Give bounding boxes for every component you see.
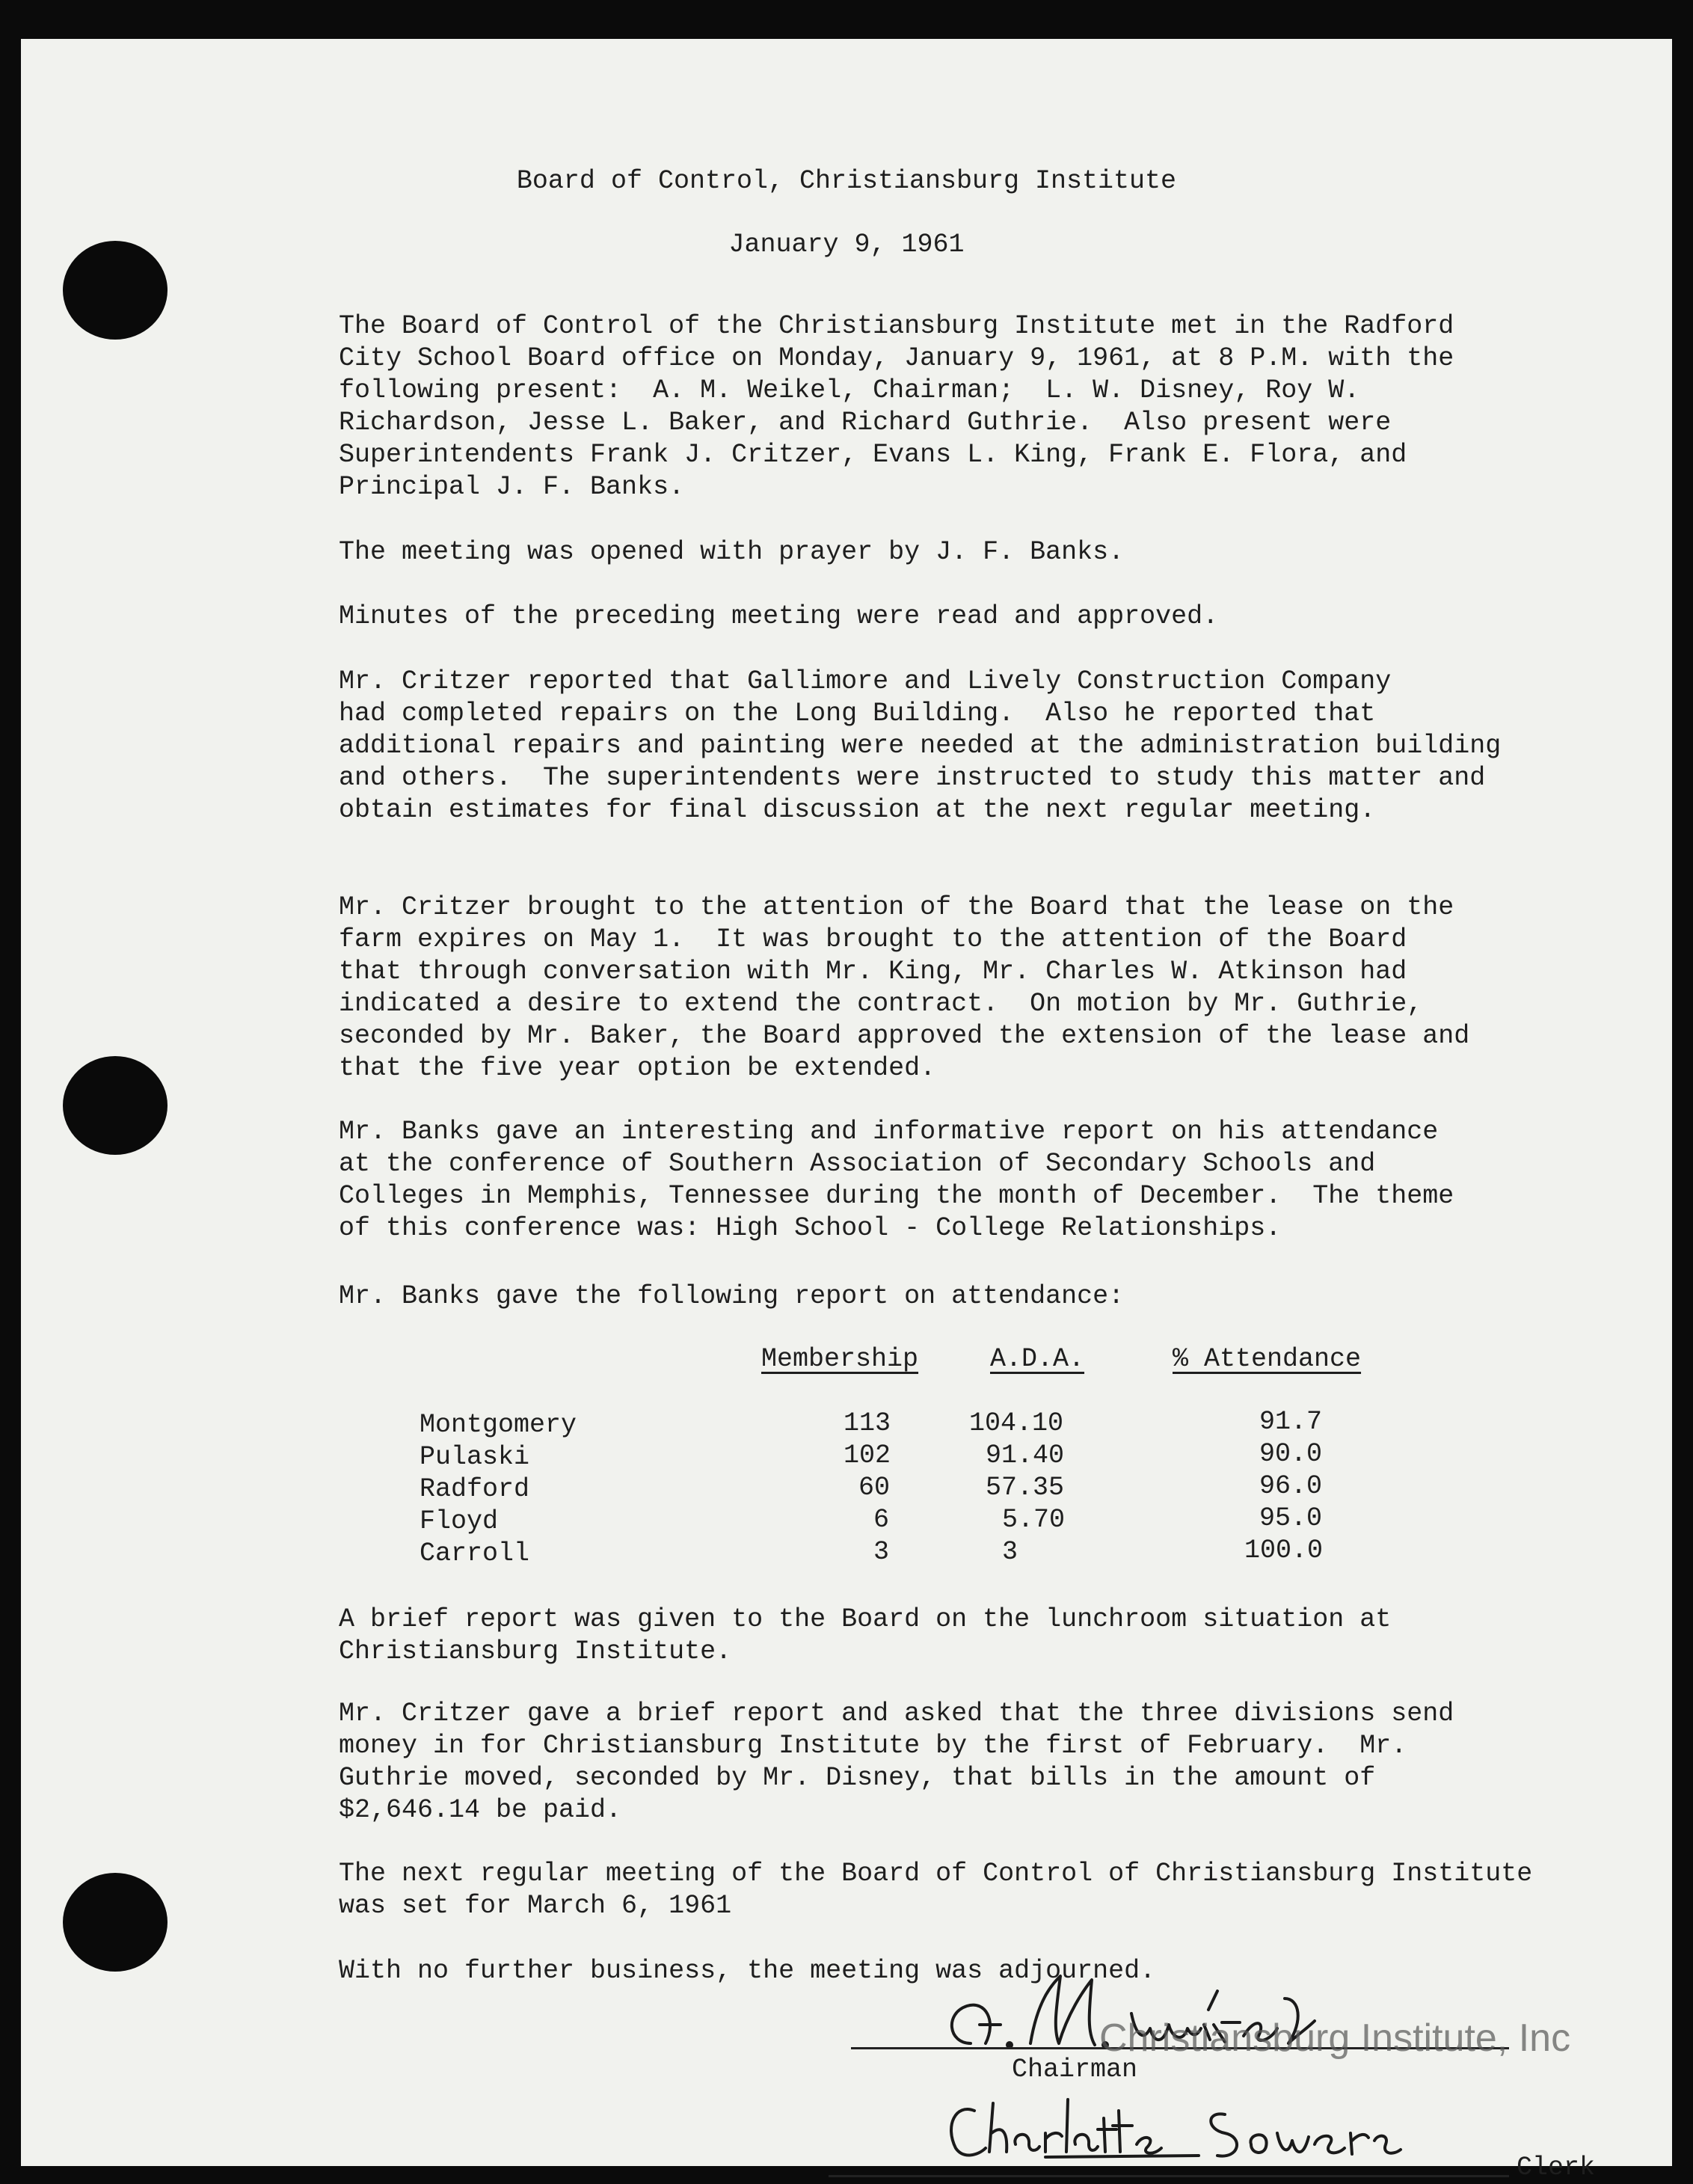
paragraph-lease <box>339 892 1610 1085</box>
row-ada: 5.70 <box>1002 1505 1066 1535</box>
text-line: A brief report was given to the Board on the lunchroom situation at <box>339 1604 1392 1634</box>
document-date: January 9, 1961 <box>728 230 965 260</box>
row-ada: 91.40 <box>986 1441 1065 1470</box>
text-line: Mr. Banks gave the following report on attendance: <box>339 1281 1125 1311</box>
watermark: Christiansburg Institute, Inc <box>1099 2016 1571 2060</box>
text-line: was set for March 6, 1961 <box>339 1891 732 1921</box>
paragraph-prayer <box>339 536 1610 568</box>
row-attendance: 95.0 <box>1259 1503 1323 1533</box>
text-line: Christiansburg Institute. <box>339 1637 732 1666</box>
row-attendance: 91.7 <box>1259 1407 1323 1437</box>
paragraph-bills <box>339 1698 1610 1826</box>
row-membership: 3 <box>873 1537 890 1567</box>
row-ada: 57.35 <box>986 1473 1065 1503</box>
row-membership: 113 <box>844 1408 891 1438</box>
row-name: Carroll <box>420 1539 530 1568</box>
text-line: that through conversation with Mr. King, Mr. Charles W. Atkinson had <box>339 957 1407 987</box>
row-membership: 6 <box>873 1505 890 1535</box>
text-line: seconded by Mr. Baker, the Board approved the extension of the lease and <box>339 1021 1470 1051</box>
row-attendance: 100.0 <box>1244 1536 1324 1565</box>
paragraph-lunchroom <box>339 1604 1610 1668</box>
text-line: Mr. Critzer reported that Gallimore and Lively Construction Company <box>339 666 1392 696</box>
row-membership: 60 <box>858 1473 891 1503</box>
text-line: Superintendents Frank J. Critzer, Evans L. King, Frank E. Flora, and <box>339 440 1407 470</box>
column-header-attendance: % Attendance <box>1173 1344 1362 1374</box>
document-heading: Board of Control, Christiansburg Institute <box>516 166 1177 196</box>
text-line: additional repairs and painting were needed at the administration building <box>339 731 1502 761</box>
row-name: Pulaski <box>420 1442 530 1472</box>
row-attendance: 90.0 <box>1259 1439 1323 1469</box>
text-line: Mr. Critzer brought to the attention of the Board that the lease on the <box>339 892 1454 922</box>
paragraph-minutes <box>339 601 1610 633</box>
text-line: The next regular meeting of the Board of Control of Christiansburg Institute <box>339 1859 1533 1889</box>
row-ada: 104.10 <box>969 1408 1064 1438</box>
text-line: indicated a desire to extend the contract. On motion by Mr. Guthrie, <box>339 989 1423 1019</box>
text-line: Mr. Critzer gave a brief report and asked that the three divisions send <box>339 1699 1454 1729</box>
text-line: City School Board office on Monday, January 9, 1961, at 8 P.M. with the <box>339 343 1454 373</box>
text-line: money in for Christiansburg Institute by the first of February. Mr. <box>339 1731 1407 1761</box>
text-line: at the conference of Southern Association of Secondary Schools and <box>339 1149 1376 1179</box>
text-line: Richardson, Jesse L. Baker, and Richard Guthrie. Also present were <box>339 408 1392 438</box>
text-line: obtain estimates for final discussion at the next regular meeting. <box>339 795 1376 825</box>
punch-hole-middle <box>63 1056 168 1155</box>
column-header-membership: Membership <box>761 1344 919 1374</box>
paragraph-attendees <box>339 310 1610 503</box>
text-line: The Board of Control of the Christiansburg Institute met in the Radford <box>339 311 1454 341</box>
row-name: Floyd <box>420 1506 499 1536</box>
text-line: Minutes of the preceding meeting were read and approved. <box>339 601 1219 631</box>
row-name: Radford <box>420 1474 530 1504</box>
document-page <box>21 39 1672 2183</box>
text-line: With no further business, the meeting was adjourned. <box>339 1956 1156 1986</box>
paragraph-next-meeting <box>339 1858 1610 1922</box>
text-line: farm expires on May 1. It was brought to the attention of the Board <box>339 924 1407 954</box>
paragraph-repairs <box>339 666 1610 826</box>
text-line: $2,646.14 be paid. <box>339 1795 622 1825</box>
text-line: Mr. Banks gave an interesting and informative report on his attendance <box>339 1117 1439 1147</box>
text-line: and others. The superintendents were instructed to study this matter and <box>339 763 1486 793</box>
paragraph-conference <box>339 1116 1610 1245</box>
text-line: had completed repairs on the Long Building. Also he reported that <box>339 699 1376 728</box>
paragraph-attendance-intro <box>339 1280 1610 1313</box>
row-name: Montgomery <box>420 1410 577 1440</box>
row-membership: 102 <box>844 1441 891 1470</box>
text-line: of this conference was: High School - College Relationships. <box>339 1213 1282 1243</box>
column-header-ada: A.D.A. <box>990 1344 1085 1374</box>
punch-hole-bottom <box>63 1873 168 1972</box>
text-line: Principal J. F. Banks. <box>339 472 685 502</box>
row-ada: 3 <box>1002 1537 1018 1567</box>
clerk-signature <box>941 2088 1464 2171</box>
text-line: Colleges in Memphis, Tennessee during the month of December. The theme <box>339 1181 1454 1211</box>
row-attendance: 96.0 <box>1259 1471 1323 1501</box>
chairman-label: Chairman <box>1012 2055 1138 2085</box>
clerk-signature-line <box>829 2175 1509 2177</box>
clerk-label: Clerk <box>1517 2153 1596 2183</box>
text-line: The meeting was opened with prayer by J. F. Banks. <box>339 537 1125 567</box>
text-line: following present: A. M. Weikel, Chairman; L. W. Disney, Roy W. <box>339 375 1360 405</box>
text-line: Guthrie moved, seconded by Mr. Disney, that bills in the amount of <box>339 1763 1376 1793</box>
text-line: that the five year option be extended. <box>339 1053 936 1083</box>
